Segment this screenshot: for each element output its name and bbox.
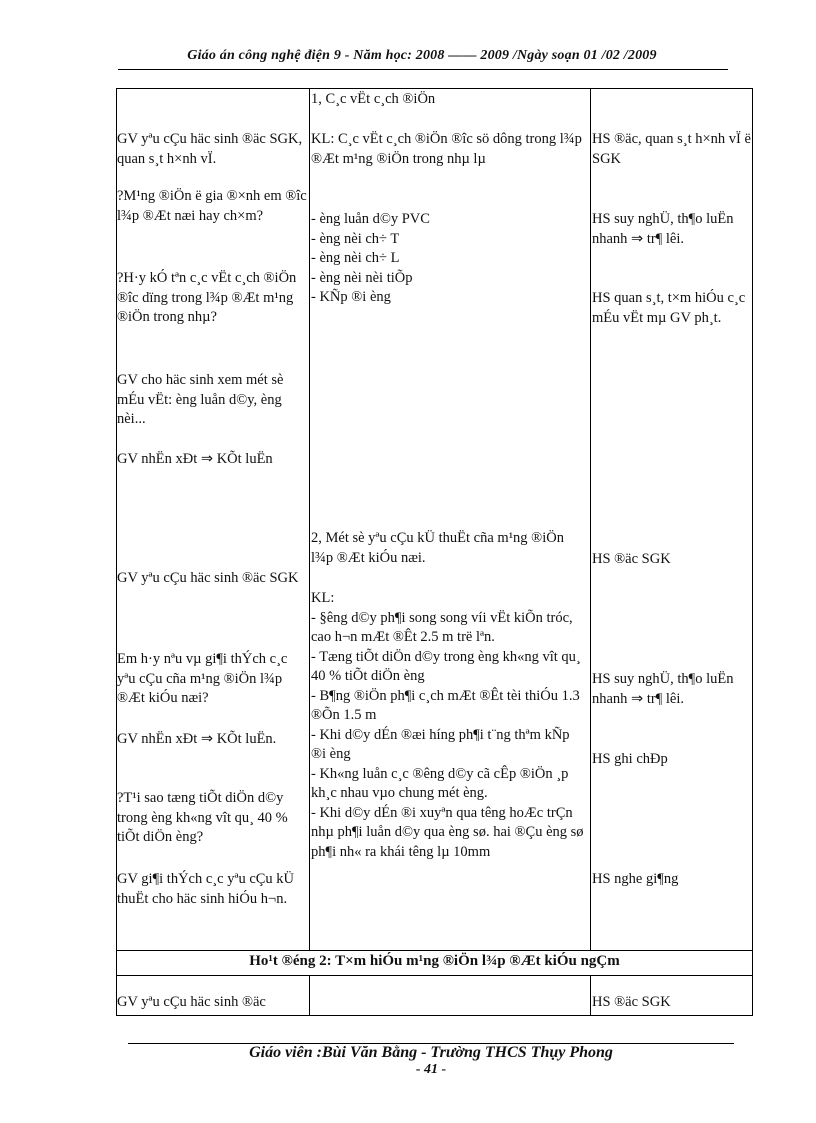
- page-header: Giáo án công nghệ điện 9 - Năm học: 2008 —— 2009 /Ngày soạn 01 /02 /2009: [187, 48, 657, 63]
- column-divider-right: [590, 89, 591, 950]
- list-item: - §êng d©y ph¶i song song víi vËt kiÕn tróc, cao h¬n mÆt ®Êt 2.5 m trë lªn.: [311, 609, 573, 645]
- list-item: - Khi d©y dÉn ®æi híng ph¶i t¨ng thªm kÑp ®i èng: [311, 726, 570, 762]
- list-item: - èng nèi ch÷ L: [311, 250, 400, 266]
- student-activity: HS ghi chÐp: [592, 751, 668, 767]
- teacher-note: GV yªu cÇu häc sinh ®äc SGK, quan s¸t h×nh vÏ.: [117, 131, 303, 167]
- list-item: - B¶ng ®iÖn ph¶i c¸ch mÆt ®Êt tèi thiÓu 1.3 ®Õn 1.5 m: [311, 687, 580, 723]
- column-divider-left-bottom: [309, 975, 310, 1016]
- teacher-note: GV yªu cÇu häc sinh ®äc: [117, 994, 266, 1010]
- teacher-note: GV yªu cÇu häc sinh ®äc SGK: [117, 570, 299, 586]
- student-activity: HS ®äc, quan s¸t h×nh vÏ ë SGK: [592, 131, 751, 167]
- list-item: - èng nèi ch÷ T: [311, 230, 400, 247]
- student-activity: HS nghe gi¶ng: [592, 871, 679, 887]
- list-item: - èng luån d©y PVC: [311, 211, 430, 227]
- teacher-note: GV nhËn xÐt ⇒ KÕt luËn: [117, 451, 273, 467]
- column-divider-right-bottom: [590, 975, 591, 1016]
- conclusion-label: KL:: [311, 590, 335, 606]
- teacher-note: GV cho häc sinh xem mét sè mÉu vËt: èng luån d©y, èng nèi...: [117, 372, 284, 427]
- teacher-note: GV gi¶i thÝch c¸c yªu cÇu kÜ thuËt cho häc sinh hiÓu h¬n.: [117, 871, 295, 907]
- student-activity: HS suy nghÜ, th¶o luËn nhanh ⇒ tr¶ lêi.: [592, 671, 734, 707]
- page-number: - 41 -: [415, 1062, 447, 1077]
- lesson-table: [116, 88, 753, 1016]
- footer-teacher: Giáo viên :Bùi Văn Bằng - Trường THCS Thụy Phong: [249, 1044, 613, 1061]
- teacher-note: GV nhËn xÐt ⇒ KÕt luËn.: [117, 731, 277, 747]
- section-heading: 2, Mét sè yªu cÇu kÜ thuËt cña m¹ng ®iÖn l¾p ®Æt kiÓu næi.: [311, 530, 564, 566]
- teacher-question: Em h·y nªu vµ gi¶i thÝch c¸c yªu cÇu cña m¹ng ®iÖn l¾p ®Æt kiÓu næi?: [117, 651, 288, 706]
- list-item: - Kh«ng luån c¸c ®êng d©y cã cÊp ®iÖn ¸p kh¸c nhau vµo chung mét èng.: [311, 765, 569, 801]
- header-rule: [118, 69, 728, 70]
- student-activity: HS ®äc SGK: [592, 551, 671, 567]
- column-divider-left: [309, 89, 310, 950]
- student-activity: HS quan s¸t, t×m hiÓu c¸c mÉu vËt mµ GV ph¸t.: [592, 290, 746, 326]
- student-activity: HS ®äc SGK: [592, 994, 671, 1010]
- activity-2-heading: Ho¹t ®éng 2: T×m hiÓu m¹ng ®iÖn l¾p ®Æt kiÓu ngÇm: [249, 953, 620, 969]
- list-item: - KÑp ®i èng: [311, 289, 391, 305]
- conclusion-text: KL: C¸c vËt c¸ch ®iÖn ®îc sö dông trong l¾p ®Æt m¹ng ®iÖn trong nhµ lµ: [311, 131, 582, 167]
- student-activity: HS suy nghÜ, th¶o luËn nhanh ⇒ tr¶ lêi.: [592, 211, 734, 247]
- teacher-question: ?T¹i sao tæng tiÕt diÖn d©y trong èng kh«ng vît qu¸ 40 % tiÕt diÖn èng?: [117, 790, 288, 845]
- teacher-question: ?M¹ng ®iÖn ë gia ®×nh em ®îc l¾p ®Æt næi hay ch×m?: [117, 188, 307, 224]
- section-heading: 1, C¸c vËt c¸ch ®iÖn: [311, 91, 436, 107]
- list-item: - Khi d©y dÉn ®i xuyªn qua têng hoÆc trÇn nhµ ph¶i luån d©y qua èng sø. hai ®Çu èng sø ph¶i nh« ra khái têng lµ 10mm: [311, 804, 584, 860]
- activity-row-bottom: [117, 975, 752, 976]
- teacher-question: ?H·y kÓ tªn c¸c vËt c¸ch ®iÖn ®îc dïng trong l¾p ®Æt m¹ng ®iÖn trong nhµ?: [117, 270, 297, 325]
- list-item: - èng nèi nèi tiÕp: [311, 269, 413, 286]
- list-item: - Tæng tiÕt diÖn d©y trong èng kh«ng vît qu¸ 40 % tiÕt diÖn èng: [311, 648, 581, 684]
